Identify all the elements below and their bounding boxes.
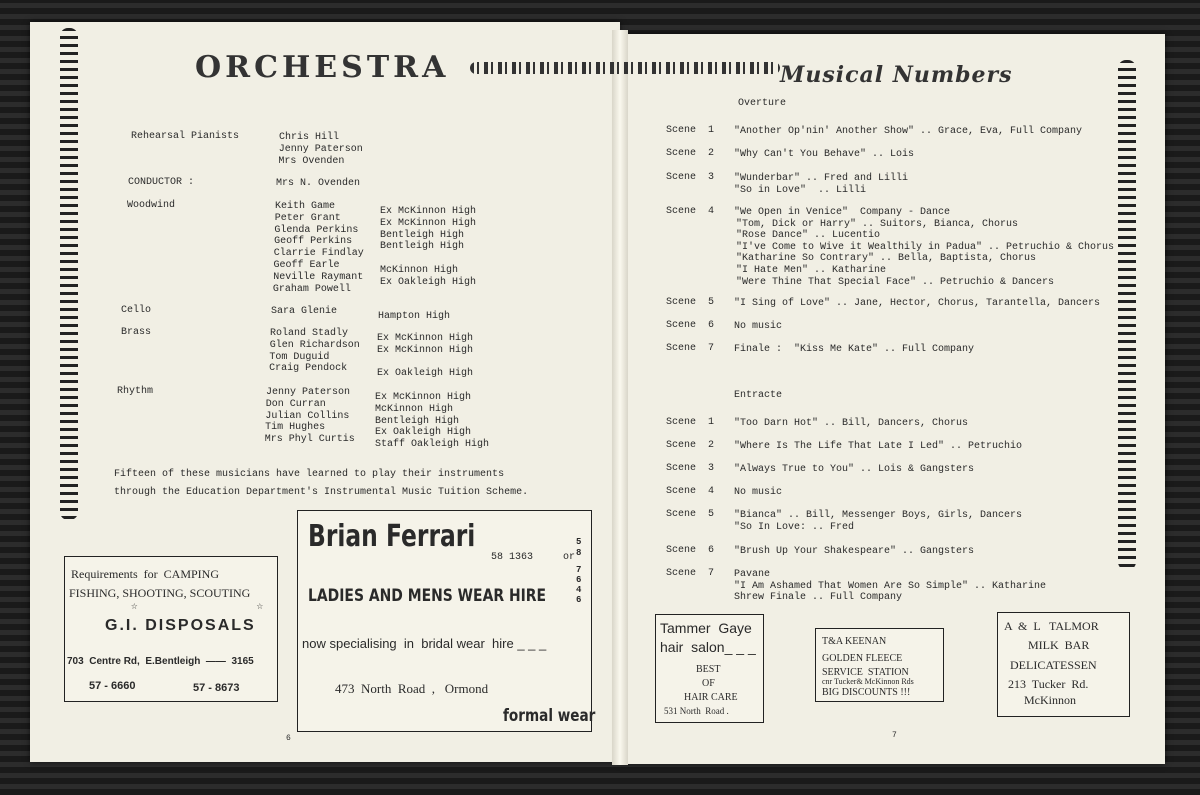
musician-name: Geoff Earle [273,260,340,271]
song-line: Finale : "Kiss Me Kate" .. Full Company [734,344,975,355]
talmor-ad [997,612,1130,717]
right-border-ornament [1118,60,1136,570]
song-line: "I Am Ashamed That Women Are So Simple" .. Katharine [734,580,1047,592]
scene-label: Scene 5 [666,297,715,308]
song-line: "Brush Up Your Shakespeare" .. Gangsters [734,546,975,557]
orchestra-title: ORCHESTRA [195,50,450,85]
song-line: "Too Darn Hot" .. Bill, Dancers, Chorus [734,418,969,429]
song-line: "Rose Dance" .. Lucentio [736,230,881,242]
song-line: "I Hate Men" .. Katharine [736,265,887,276]
talmor-line5: McKinnon [1024,693,1076,707]
musician-school: Staff Oakleigh High [375,439,490,451]
song-line: Pavane [734,569,771,580]
book-spine [612,30,628,765]
tammer-line2: hair salon_ _ _ [660,639,756,655]
gi-phone2: 57 - 8673 [193,682,240,694]
musician-name: Sara Glenie [271,306,338,317]
brian-phone-alt-top: 5 8 [576,537,582,558]
musician-name: Tim Hughes [265,422,326,434]
gi-stars: ☆ ☆ [131,601,264,613]
section-label: Woodwind [127,200,176,211]
page-number-right: 7 [892,731,897,740]
gi-phone1: 57 - 6660 [89,680,136,692]
entracte-heading: Entracte [734,390,783,401]
gi-name: G.I. DISPOSALS [105,617,256,634]
header-scroll-ornament [470,62,780,74]
keenan-line4: cnr Tucker& McKinnon Rds [822,677,914,686]
song-line: "Another Op'nin' Another Show" .. Grace, Eva, Full Company [734,126,1083,137]
brian-formal-wear: formal wear [503,706,596,726]
left-border-ornament [60,28,78,520]
musician-name: Jenny Paterson [266,387,351,398]
musician-name: Graham Powell [272,283,351,295]
keenan-ad [815,628,944,702]
scene-label: Scene 3 [666,463,715,474]
keenan-line3: SERVICE STATION [822,667,909,678]
musician-name: Mrs Phyl Curtis [264,434,355,446]
musical-numbers-title: Musical Numbers [780,62,1013,88]
scene-label: Scene 7 [666,568,715,579]
section-label: Cello [121,305,152,316]
tammer-line1: Tammer Gaye [660,620,752,636]
song-line: "Bianca" .. Bill, Messenger Boys, Girls, Dancers [734,510,1023,521]
song-line: Shrew Finale .. Full Company [734,592,903,604]
song-line: "I've Come to Wive it Wealthily in Padua" .. Petruchio & Chorus [736,241,1115,253]
scene-label: Scene 6 [666,320,715,331]
scene-label: Scene 4 [666,486,715,497]
song-line: No music [734,321,783,332]
musician-name: Peter Grant [274,212,341,224]
musician-name: Craig Pendock [269,363,348,375]
tammer-gaye-ad [655,614,764,723]
talmor-line2: MILK BAR [1028,638,1090,652]
musician-school: Ex McKinnon High [380,217,477,229]
song-line: "I Sing of Love" .. Jane, Hector, Chorus, Tarantella, Dancers [734,298,1101,309]
overture-heading: Overture [738,98,787,109]
musician-school: Bentleigh High [380,229,465,241]
musician-school: Bentleigh High [380,241,465,253]
song-line: "So In Love: .. Fred [734,521,855,533]
musician-school: Hampton High [378,311,451,322]
song-line: "Why Can't You Behave" .. Lois [734,149,915,160]
musician-name: Tom Duguid [269,351,330,363]
scene-label: Scene 3 [666,172,715,183]
scene-label: Scene 2 [666,440,715,451]
scene-label: Scene 4 [666,206,715,217]
talmor-line3: DELICATESSEN [1010,658,1097,672]
talmor-line4: 213 Tucker Rd. [1008,677,1089,691]
tuition-note-line2: through the Education Department's Instrumental Music Tuition Scheme. [114,487,529,498]
song-line: "Were Thine That Special Face" .. Petruchio & Dancers [736,276,1055,288]
musician-name: Glenda Perkins [274,224,359,236]
song-line: "So in Love" .. Lilli [734,184,867,196]
scene-label: Scene 5 [666,509,715,520]
talmor-line1: A & L TALMOR [1004,619,1099,633]
section-label: CONDUCTOR : [128,177,195,188]
gi-address: 703 Centre Rd, E.Bentleigh —— 3165 [67,656,254,667]
musician-name: Mrs Ovenden [278,155,345,167]
brian-phone-alt-bottom: 7 6 4 6 [576,565,582,605]
musician-school: Ex McKinnon High [380,206,477,217]
song-line: "Always True to You" .. Lois & Gangsters [734,464,975,475]
song-line: No music [734,487,783,498]
brian-specialising: now specialising in bridal wear hire _ _ _ [302,636,547,651]
musician-school: McKinnon High [375,403,454,415]
gi-disposals-ad [64,556,278,702]
scene-label: Scene 2 [666,148,715,159]
musician-name: Julian Collins [265,410,350,422]
scene-label: Scene 1 [666,125,715,136]
musician-name: Don Curran [265,398,326,410]
keenan-line5: BIG DISCOUNTS !!! [822,687,911,698]
brian-address: 473 North Road , Ormond [335,681,489,696]
section-label: Rehearsal Pianists [131,131,240,142]
musician-school: Ex Oakleigh High [377,368,474,380]
musician-school: Bentleigh High [375,415,460,427]
tammer-line4: OF [702,678,715,689]
musician-name: Jenny Paterson [278,143,363,155]
section-label: Brass [121,327,152,338]
musician-name: Keith Game [275,201,336,212]
musician-name: Roland Stadly [270,328,349,339]
song-line: "Katharine So Contrary" .. Bella, Baptista, Chorus [736,253,1037,265]
tammer-line6: 531 North Road . [664,706,729,716]
musician-school: Ex McKinnon High [377,333,474,344]
musician-school: Ex McKinnon High [375,392,472,403]
musician-school: McKinnon High [380,265,459,276]
gi-line2: FISHING, SHOOTING, SCOUTING [69,586,251,600]
musician-school: Ex Oakleigh High [375,427,472,439]
tammer-line5: HAIR CARE [684,692,738,703]
musician-name: Mrs N. Ovenden [276,178,361,189]
musician-name: Clarrie Findlay [273,248,364,260]
musician-school: Ex McKinnon High [377,344,474,356]
keenan-line2: GOLDEN FLEECE [822,653,903,664]
brian-name: Brian Ferrari [308,519,476,554]
musician-name: Geoff Perkins [274,236,353,248]
brian-phone: 58 1363 or [491,552,576,563]
brian-tagline: LADIES AND MENS WEAR HIRE [308,586,547,606]
musician-school: Ex Oakleigh High [380,276,477,288]
brian-ferrari-ad [297,510,596,732]
song-line: "Wunderbar" .. Fred and Lilli [734,173,909,184]
tammer-line3: BEST [696,664,721,675]
scene-label: Scene 7 [666,343,715,354]
page-number-left: 6 [286,734,291,743]
song-line: "Tom, Dick or Harry" .. Suitors, Bianca, Chorus [736,218,1019,230]
musician-name: Chris Hill [279,132,340,143]
musician-name: Neville Raymant [273,271,364,283]
song-line: "We Open in Venice" Company - Dance [734,207,951,218]
scene-label: Scene 6 [666,545,715,556]
tuition-note-line1: Fifteen of these musicians have learned to play their instruments [114,469,505,480]
gi-line1: Requirements for CAMPING [71,567,219,581]
song-line: "Where Is The Life That Late I Led" .. Petruchio [734,441,1023,452]
keenan-line1: T&A KEENAN [822,636,887,647]
section-label: Rhythm [117,386,154,397]
musician-name: Glen Richardson [269,339,360,351]
scene-label: Scene 1 [666,417,715,428]
